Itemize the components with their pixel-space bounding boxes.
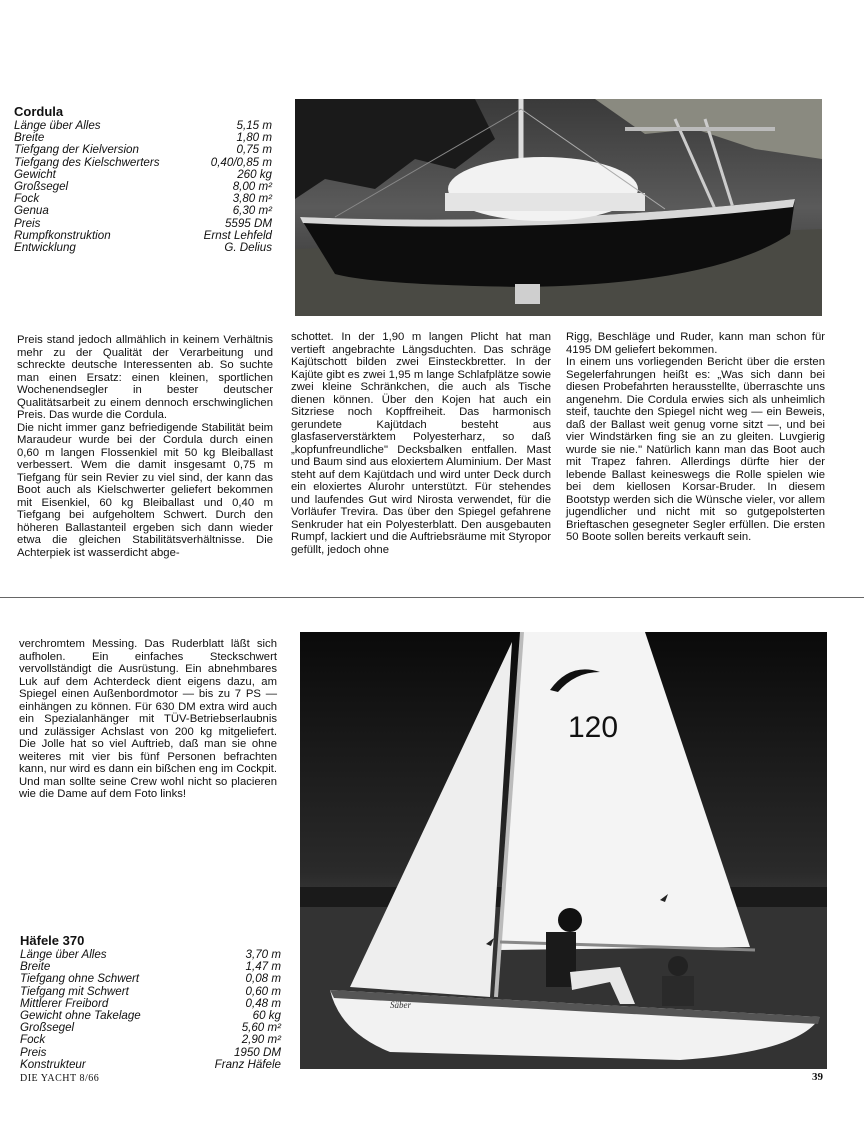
spec-row xyxy=(20,949,281,961)
spec-value: 3,70 m xyxy=(245,948,281,961)
spec-label: Genua xyxy=(14,204,49,218)
spec-value: 2,90 m² xyxy=(241,1033,281,1047)
article-top-column-3 xyxy=(566,331,825,544)
article-bottom-column-1 xyxy=(19,638,277,801)
spec-row xyxy=(20,1047,281,1059)
spec-label: Tiefgang des Kielschwerters xyxy=(14,155,160,169)
spec-row xyxy=(14,120,272,132)
paragraph: Rigg, Beschläge und Ruder, kann man schon für 4195 DM geliefert bekommen. xyxy=(566,331,825,356)
spec-label: Großsegel xyxy=(14,180,69,194)
spec-label: Tiefgang der Kielversion xyxy=(14,143,139,157)
sail-number: 120 xyxy=(568,711,619,744)
spec-row xyxy=(14,157,272,169)
spec-value: Ernst Lehfeld xyxy=(203,228,272,242)
spec-value: 0,75 m xyxy=(236,143,272,157)
spec-value: 3,80 m² xyxy=(232,192,272,206)
spec-label: Preis xyxy=(20,1045,47,1059)
spec-label: Tiefgang mit Schwert xyxy=(20,984,129,998)
spec-label: Rumpfkonstruktion xyxy=(14,228,111,242)
spec-value: 1,80 m xyxy=(236,131,272,145)
cordula-title: Cordula xyxy=(14,104,64,119)
section-divider xyxy=(0,597,864,598)
haefele-boat-photo xyxy=(300,632,827,1069)
spec-value: 0,40/0,85 m xyxy=(210,155,272,169)
haefele-photo-illustration xyxy=(300,632,827,1069)
spec-label: Mittlerer Freibord xyxy=(20,996,109,1010)
spec-value: 0,60 m xyxy=(245,984,281,998)
spec-value: 1,47 m xyxy=(245,960,281,974)
spec-label: Länge über Alles xyxy=(14,119,101,132)
spec-value: 5,15 m xyxy=(236,119,272,132)
page-number: 39 xyxy=(812,1071,823,1083)
spec-row xyxy=(20,1034,281,1046)
haefele-title: Häfele 370 xyxy=(20,933,85,948)
paragraph: Preis stand jedoch allmählich in keinem Verhältnis mehr zu der Qualität der Verarbeitung und schreckte deutsche Interessenten ab. So suchte man einen Ersatz: einen kleinen, sportlichen Wochenendsegler in bester deutscher Qualitätsarbeit zu einem dennoch erschwinglichen Preis. Das wurde die Cordula. xyxy=(17,334,273,421)
paragraph: verchromtem Messing. Das Ruderblatt läßt sich aufholen. Ein einfaches Steckschwert vervollständigt die Ausrüstung. Ein abnehmbares Luk auf dem Achterdeck dient eigens dazu, am Spiegel einen Außenbordmotor — bis zu 7 PS — einhängen zu können. Für 630 DM extra wird auch ein Spezialanhänger mit TÜV-Betriebserlaubnis und zulässiger Achslast von 200 kg mitgeliefert. Die Jolle hat so viel Auftrieb, daß man sie ohne weiteres mit vier bis fünf Personen befrachten kann, nur wird es dann ein bißchen eng im Cockpit. Und man sollte seine Crew wohl nicht so placieren wie die Dame auf dem Foto links! xyxy=(19,638,277,800)
cordula-spec-table xyxy=(14,120,272,254)
cordula-boat-photo xyxy=(295,99,822,316)
spec-label: Entwicklung xyxy=(14,241,76,255)
spec-row xyxy=(14,144,272,156)
spec-label: Länge über Alles xyxy=(20,948,107,961)
article-top-column-2 xyxy=(291,331,551,556)
spec-row xyxy=(14,242,272,254)
spec-value: 1950 DM xyxy=(233,1045,281,1059)
hull-name: Säber xyxy=(390,1000,411,1010)
spec-value: 0,08 m xyxy=(245,972,281,986)
haefele-spec-table xyxy=(20,949,281,1071)
spec-value: 260 kg xyxy=(237,167,272,181)
spec-value: 60 kg xyxy=(252,1009,281,1023)
spec-label: Gewicht xyxy=(14,167,56,181)
spec-label: Breite xyxy=(20,960,51,974)
spec-row xyxy=(14,218,272,230)
spec-value: G. Delius xyxy=(224,241,272,255)
spec-label: Fock xyxy=(14,192,40,206)
magazine-footer: DIE YACHT 8/66 xyxy=(20,1073,100,1084)
spec-label: Großsegel xyxy=(20,1021,75,1035)
spec-row xyxy=(20,1059,281,1071)
article-top-column-1 xyxy=(17,334,273,559)
spec-value: 6,30 m² xyxy=(232,204,272,218)
spec-label: Konstrukteur xyxy=(20,1057,86,1071)
spec-row xyxy=(20,973,281,985)
spec-value: 5595 DM xyxy=(224,216,272,230)
spec-value: 8,00 m² xyxy=(232,180,272,194)
paragraph: In einem uns vorliegenden Bericht über die ersten Segelerfahrungen heißt es: „Was sich dann bei diesen Probefahrten herausstellte, überraschte uns angenehm. Die Cordula erwies sich als unheimlich steif, tauchte den Spiegel nicht weg — ein Beweis, daß der Ballast weit genug vorne sitzt —, und bei vier Windstärken fing sie an zu gleiten. Luvgierig wurde sie nie." Natürlich kann man das Boot auch mit Trapez fahren. Allerdings dürfte hier der lebende Ballast keineswegs die Rolle spielen wie bei dem kiellosen Korsar-Bruder. In diesem Bootstyp werden sich die Wünsche vieler, vor allem jugendlicher und nicht mit so gutgepolsterten Brieftaschen gesegneter Segler erfüllen. Die ersten 50 Boote sollen bereits verkauft sein. xyxy=(566,356,825,543)
spec-label: Preis xyxy=(14,216,41,230)
spec-value: 0,48 m xyxy=(245,996,281,1010)
cordula-photo-illustration xyxy=(295,99,822,316)
spec-row xyxy=(20,986,281,998)
spec-label: Breite xyxy=(14,131,45,145)
spec-label: Gewicht ohne Takelage xyxy=(20,1009,141,1023)
paragraph: Die nicht immer ganz befriedigende Stabilität beim Maraudeur wurde bei der Cordula durch einen 0,60 m langen Flossenkiel mit 50 kg Bleiballast verbessert. Wem die damit insgesamt 0,75 m Tiefgang für sein Revier zu viel sind, der kann das Boot auch als Kielschwerter geliefert bekommen mit Eisenkiel, 60 kg Bleiballast und 0,40 m Tiefgang bei aufgeholtem Schwert. Durch den höheren Ballastanteil ergeben sich dann wieder etwa die gleichen Stabilitätsverhältnisse. Die Achterpiek ist wasserdicht abge- xyxy=(17,421,273,559)
spec-value: Franz Häfele xyxy=(214,1057,281,1071)
spec-label: Tiefgang ohne Schwert xyxy=(20,972,140,986)
spec-label: Fock xyxy=(20,1033,46,1047)
paragraph: schottet. In der 1,90 m langen Plicht hat man vertieft angebrachte Längsduchten. Das schräge Kajütschott bilden zwei Einsteckbretter. In der Kajüte gibt es zwei 1,95 m lange Schlafplätze sowie zwei kleine Schränkchen, die auch als Tische dienen können. Über den Kojen hat auch ein Sitzriese noch Kopffreiheit. Das harmonisch gerundete Kajütdach besteht aus glasfaserverstärktem Polyesterharz, so daß „kopfunfreundliche" Decksbalken entfallen. Mast und Baum sind aus eloxiertem Aluminium. Der Mast steht auf dem Kajütdach und wird unter Deck durch ein eloxiertes Alurohr unterstützt. Für stehendes und laufendes Gut wird Nirosta verwendet, für die Vorläufer Trevira. Das über den Spiegel gefahrene Senkruder hat ein Polyesterblatt. Den ausgebauten Rumpf, lackiert und die Auftriebsräume mit Styropor gefüllt, jedoch ohne xyxy=(291,331,551,556)
spec-value: 5,60 m² xyxy=(241,1021,281,1035)
spec-row xyxy=(14,205,272,217)
